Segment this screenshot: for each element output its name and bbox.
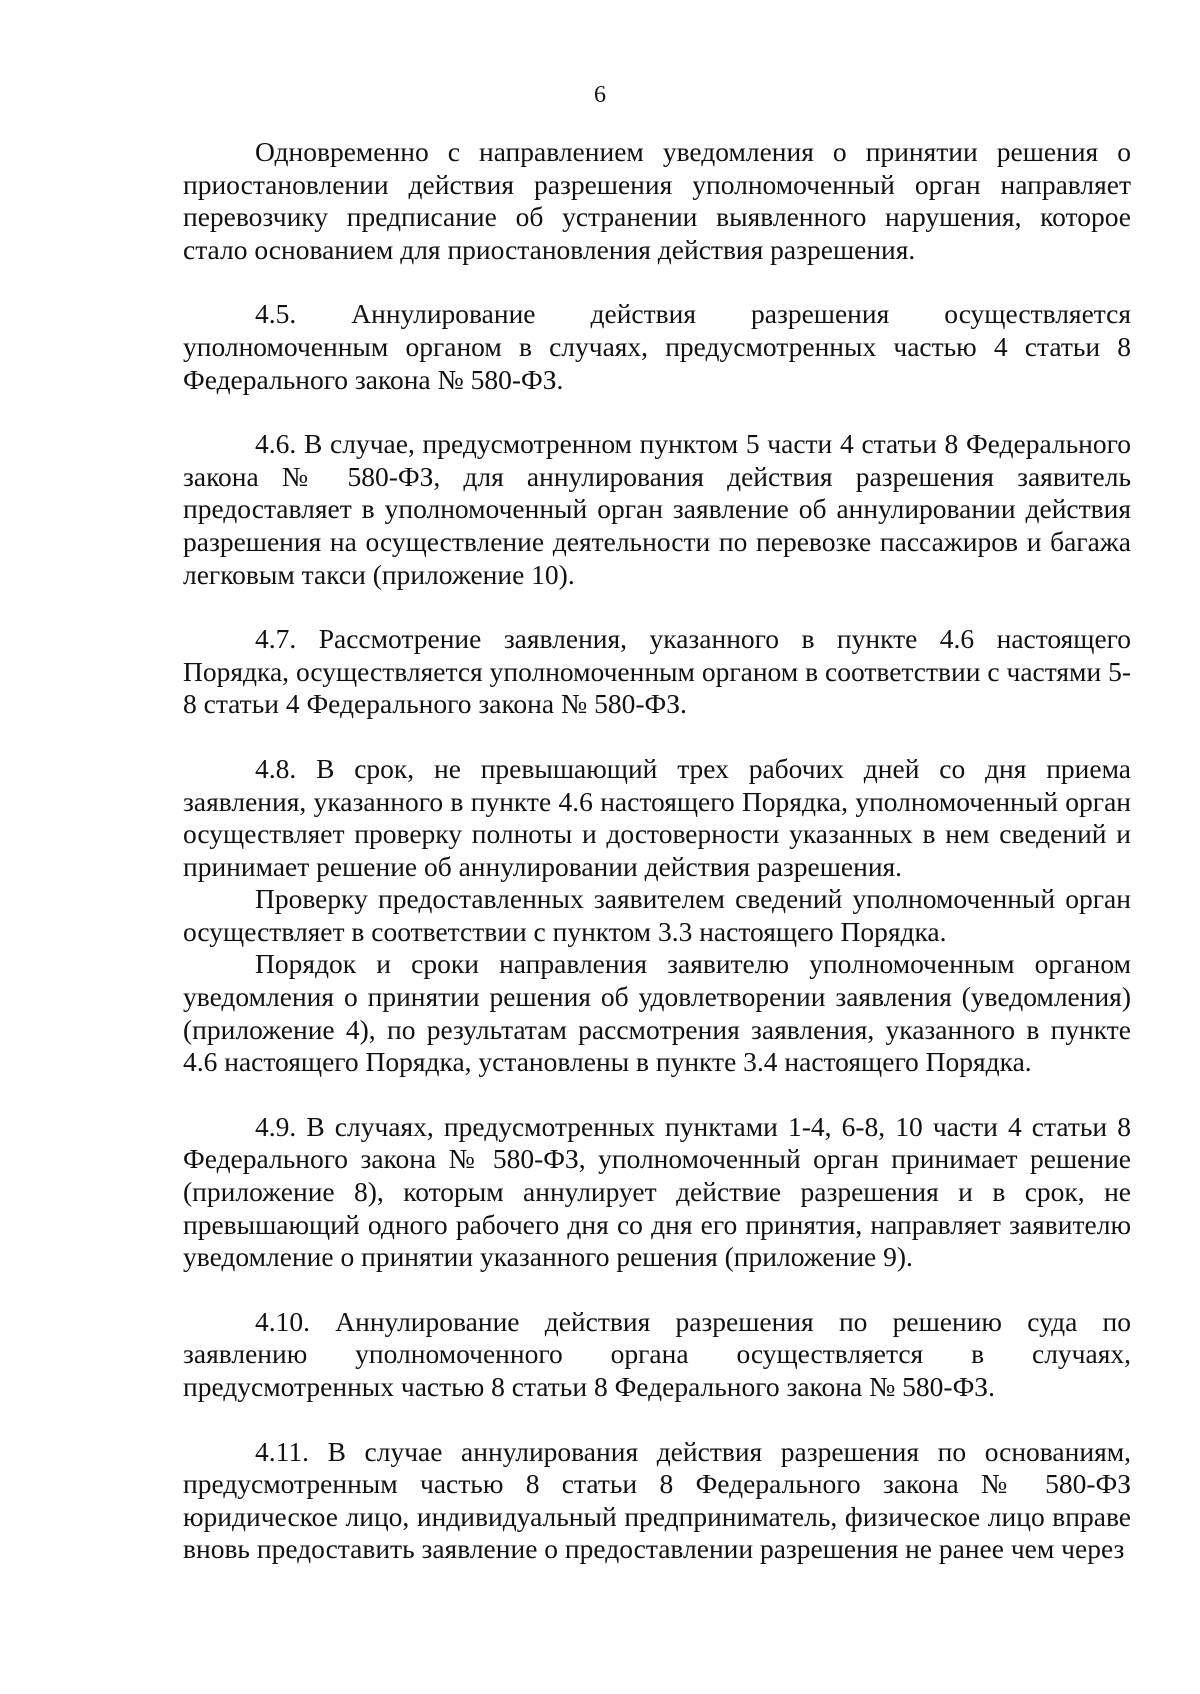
paragraph-4-6: 4.6. В случае, предусмотренном пунктом 5 части 4 статьи 8 Федерального закона № 580-ФЗ, для аннулирования действия разрешения заявитель предоставляет в уполномоченный орган заявление об аннулировании действия разрешения на осуществление деятельности по перевозке пассажиров и багажа легковым такси (приложение 10). [183,428,1131,590]
paragraph-4-11: 4.11. В случае аннулирования действия разрешения по основаниям, предусмотренным частью 8 статьи 8 Федерального закона № 580-ФЗ юридическое лицо, индивидуальный предприниматель, физическое лицо вправе вновь предоставить заявление о предоставлении разрешения не ранее чем через [183,1435,1131,1565]
paragraph-4-4-continuation: Одновременно с направлением уведомления о принятии решения о приостановлении действия разрешения уполномоченный орган направляет перевозчику предписание об устранении выявленного нарушения, которое стало основанием для приостановления действия разрешения. [183,136,1131,265]
document-body [183,136,1131,1566]
paragraph-4-5: 4.5. Аннулирование действия разрешения осуществляется уполномоченным органом в случаях, предусмотренных частью 4 статьи 8 Федерального закона № 580-ФЗ. [183,298,1131,395]
paragraph-4-8-verification: Проверку предоставленных заявителем сведений уполномоченный орган осуществляет в соответствии с пунктом 3.3 настоящего Порядка. [183,883,1131,947]
page-number: 6 [594,82,606,108]
paragraph-4-8-procedure: Порядок и сроки направления заявителю уполномоченным органом уведомления о принятии решения об удовлетворении заявления (уведомления) (приложение 4), по результатам рассмотрения заявления, указанного в пункте 4.6 настоящего Порядка, установлены в пункте 3.4 настоящего Порядка. [183,948,1131,1078]
paragraph-4-9: 4.9. В случаях, предусмотренных пунктами 1-4, 6-8, 10 части 4 статьи 8 Федерального закона № 580-ФЗ, уполномоченный орган принимает решение (приложение 8), которым аннулирует действие разрешения и в срок, не превышающий одного рабочего дня со дня его принятия, направляет заявителю уведомление о принятии указанного решения (приложение 9). [183,1110,1131,1273]
paragraph-4-8: 4.8. В срок, не превышающий трех рабочих дней со дня приема заявления, указанного в пункте 4.6 настоящего Порядка, уполномоченный орган осуществляет проверку полноты и достоверности указанных в нем сведений и принимает решение об аннулировании действия разрешения. [183,752,1131,882]
paragraph-4-10: 4.10. Аннулирование действия разрешения по решению суда по заявлению уполномоченного органа осуществляется в случаях, предусмотренных частью 8 статьи 8 Федерального закона № 580-ФЗ. [183,1305,1131,1402]
paragraph-4-7: 4.7. Рассмотрение заявления, указанного в пункте 4.6 настоящего Порядка, осуществляется уполномоченным органом в соответствии с частями 5-8 статьи 4 Федерального закона № 580-ФЗ. [183,623,1131,720]
